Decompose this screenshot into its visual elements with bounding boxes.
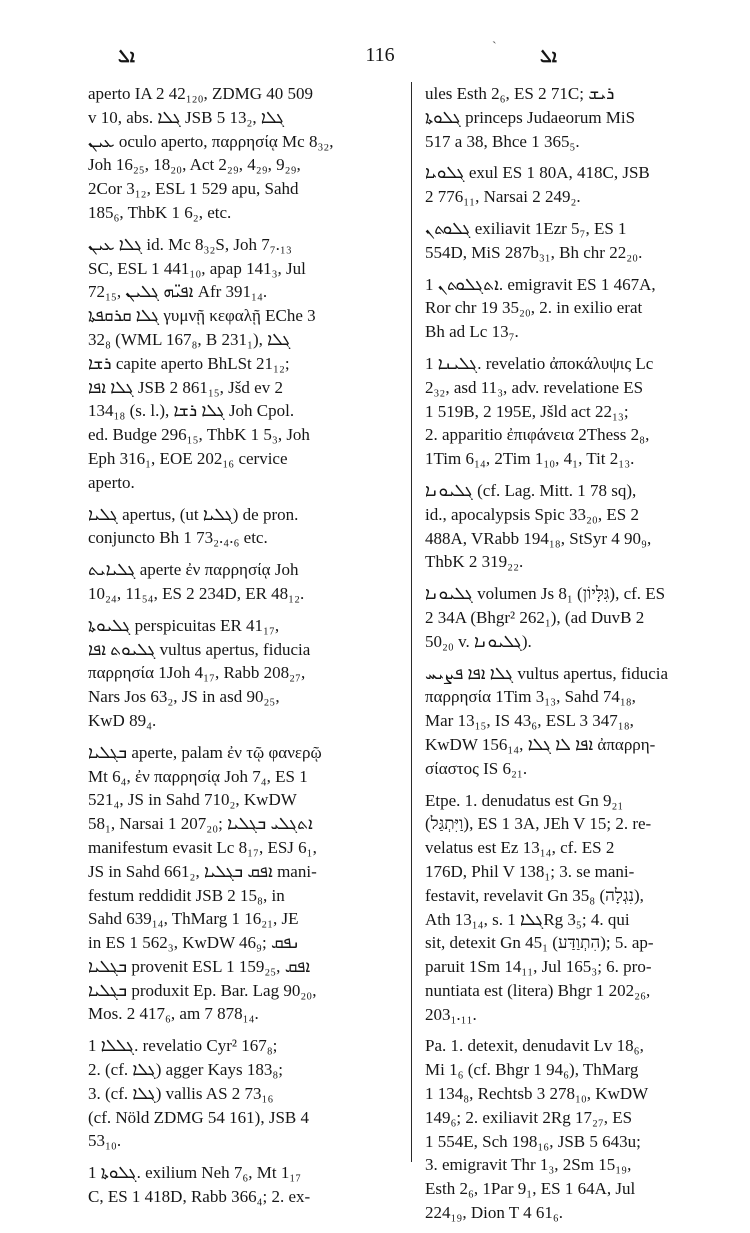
entry-line: Mt 6₄, ἐν παρρησίᾳ Joh 7₄, ES 1 bbox=[88, 766, 308, 786]
entry-line: 517 a 38, Bhce 1 365₅. bbox=[425, 131, 580, 151]
entry-line: (cf. Nöld ZDMG 54 161), JSB 4 bbox=[88, 1107, 309, 1127]
entry-line: 203₁.₁₁. bbox=[425, 1004, 477, 1024]
entry-line: Joh 16₂₅, 18₂₀, Act 2₂₉, 4₂₉, 9₂₉, bbox=[88, 155, 301, 175]
entry-line: σίαστος IS 6₂₁. bbox=[425, 758, 528, 778]
dictionary-entry bbox=[88, 82, 393, 225]
dictionary-entry bbox=[88, 614, 393, 733]
entry-line: SC, ESL 1 441₁₀, apap 141₃, Jul bbox=[88, 258, 306, 278]
entry-line: παρρησία 1Tim 3₁₃, Sahd 74₁₈, bbox=[425, 687, 636, 707]
entry-line: Esth 2₆, 1Par 9₁, ES 1 64A, Jul bbox=[425, 1179, 636, 1199]
running-head-right: ܐܠ bbox=[540, 46, 557, 67]
entry-line: ܐܬܓܠܘܬܢ 1. emigravit ES 1 467A, bbox=[425, 274, 656, 294]
entry-line: 488A, VRabb 194₁₈, StSyr 4 90₉, bbox=[425, 528, 652, 548]
entry-line: 1Tim 6₁₄, 2Tim 1₁₀, 4₁, Tit 2₁₃. bbox=[425, 449, 635, 469]
dictionary-entry bbox=[425, 161, 725, 209]
entry-line: KwD 89₄. bbox=[88, 710, 157, 730]
dictionary-entry bbox=[88, 741, 393, 1027]
entry-line: ܓܠܝܘܬܐ perspicuitas ER 41₁₇, bbox=[88, 615, 280, 635]
entry-line: (וַיִּתְגַּל), ES 1 3A, JEh V 15; 2. re- bbox=[425, 814, 652, 834]
entry-line: ܓܠܝܐ apertus, (ut ܓܠܝܐ) de pron. bbox=[88, 504, 299, 524]
entry-line: festum reddidit JSB 2 15₈, in bbox=[88, 885, 285, 905]
entry-line: 1 519B, 2 195E, Jšld act 22₁₃; bbox=[425, 401, 629, 421]
entry-line: ed. Budge 296₁₅, ThbK 1 5₃, Joh bbox=[88, 425, 310, 445]
entry-line: ܓܠܝܘܢܐ (cf. Lag. Mitt. 1 78 sq), bbox=[425, 480, 637, 500]
entry-line: ܓܠܝܢܐ 1. revelatio ἀποκάλυψις Lc bbox=[425, 353, 654, 373]
entry-line: 53₁₀. bbox=[88, 1131, 122, 1151]
entry-line: 1 134₈, Rechtsb 3 278₁₀, KwDW bbox=[425, 1084, 649, 1104]
entry-line: Sahd 639₁₄, ThMarg 1 16₂₁, JE bbox=[88, 909, 299, 929]
entry-line: 2 776₁₁, Narsai 2 249₂. bbox=[425, 187, 581, 207]
entry-line: 3. (cf. ܓܠܐ) vallis AS 2 73₁₆ bbox=[88, 1083, 274, 1103]
entry-line: ܓܠܐ ܐܦܐ JSB 2 861₁₅, Jšd ev 2 bbox=[88, 377, 283, 397]
entry-line: manifestum evasit Lc 8₁₇, ESJ 6₁, bbox=[88, 837, 317, 857]
entry-line: 2 34A (Bhgr² 262₁), (ad DuvB 2 bbox=[425, 607, 645, 627]
dictionary-entry bbox=[425, 217, 725, 265]
entry-line: aperto IA 2 42₁₂₀, ZDMG 40 509 bbox=[88, 84, 314, 103]
entry-line: Etpe. 1. denudatus est Gn 9₂₁ bbox=[425, 790, 624, 810]
dictionary-entry bbox=[425, 352, 725, 471]
dictionary-entry bbox=[425, 662, 725, 781]
dictionary-entry bbox=[425, 479, 725, 574]
entry-line: ܓܠܘܬܢ exiliavit 1Ezr 5₇, ES 1 bbox=[425, 218, 627, 238]
entry-line: 176D, Phil V 138₁; 3. se mani- bbox=[425, 861, 635, 881]
entry-line: Mi 1₆ (cf. Bhgr 1 94₆), ThMarg bbox=[425, 1060, 639, 1080]
entry-line: 2₃₂, asd 11₃, adv. revelatione ES bbox=[425, 377, 644, 397]
entry-line: Ror chr 19 35₂₀, 2. in exilio erat bbox=[425, 298, 643, 318]
entry-line: παρρησία 1Joh 4₁₇, Rabb 208₂₇, bbox=[88, 663, 306, 683]
entry-line: ules Esth 2₆, ES 2 71C; ܪܝܫ bbox=[425, 84, 615, 103]
entry-line: ܒܓܠܝܐ aperte, palam ἐν τῷ φανερῷ bbox=[88, 742, 322, 762]
entry-line: 1 554E, Sch 198₁₆, JSB 5 643u; bbox=[425, 1131, 641, 1151]
dictionary-entry bbox=[425, 1034, 725, 1224]
entry-line: ܓܠܘܬܐ princeps Judaeorum MiS bbox=[425, 107, 636, 127]
entry-line: 72₁₅, ܐܦܝ̈ܗ ܓܠܝܢ Afr 391₁₄. bbox=[88, 282, 268, 302]
entry-line: ܓܠܝܐܝܬ aperte ἐν παρρησίᾳ Joh bbox=[88, 560, 299, 580]
entry-line: Eph 316₁, EOE 202₁₆ cervice bbox=[88, 448, 288, 468]
entry-line: 2. (cf. ܓܠܐ) agger Kays 183₈; bbox=[88, 1060, 283, 1080]
entry-line: Ath 13₁₄, s. ܓܠܐ 1Rg 3₅; 4. qui bbox=[425, 909, 630, 929]
entry-line: conjuncto Bh 1 73₂.₄.₆ etc. bbox=[88, 528, 268, 548]
entry-line: Bh ad Lc 13₇. bbox=[425, 322, 519, 342]
dictionary-entry bbox=[88, 233, 393, 495]
entry-line: paruit 1Sm 14₁₁, Jul 165₃; 6. pro- bbox=[425, 957, 652, 977]
entry-line: 521₄, JS in Sahd 710₂, KwDW bbox=[88, 790, 297, 810]
entry-line: ܓܠܝܘܬ ܐܦܐ vultus apertus, fiducia bbox=[88, 639, 311, 659]
entry-line: in ES 1 562₃, KwDW 46₉; ܢܦܩ bbox=[88, 933, 301, 953]
entry-line: 32₈ (WML 167₈, B 231₁), ܓܠܐ bbox=[88, 329, 291, 349]
entry-line: 10₂₄, 11₅₄, ES 2 234D, ER 48₁₂. bbox=[88, 583, 305, 603]
entry-line: 2Cor 3₁₂, ESL 1 529 apu, Sahd bbox=[88, 179, 299, 199]
entry-line: ܓܠܘܬܐ 1. exilium Neh 7₆, Mt 1₁₇ bbox=[88, 1163, 302, 1183]
entry-line: v 10, abs. ܓܠܐ JSB 5 13₂, ܓܠܐ bbox=[88, 107, 285, 127]
entry-line: Mar 13₁₅, IS 43₆, ESL 3 347₁₈, bbox=[425, 711, 634, 731]
entry-line: ܒܓܠܝܐ produxit Ep. Bar. Lag 90₂₀, bbox=[88, 980, 317, 1000]
entry-line: C, ES 1 418D, Rabb 366₄; 2. ex- bbox=[88, 1187, 311, 1207]
entry-line: ܓܠܠܐ 1. revelatio Cyr² 167₈; bbox=[88, 1036, 278, 1056]
entry-line: ܥܝܢ oculo aperto, παρρησίᾳ Mc 8₃₂, bbox=[88, 131, 334, 151]
dictionary-entry bbox=[425, 582, 725, 653]
entry-line: 149₆; 2. exiliavit 2Rg 17₂₇, ES bbox=[425, 1107, 633, 1127]
dictionary-entry bbox=[425, 273, 725, 344]
entry-line: 554D, MiS 287b₃₁, Bh chr 22₂₀. bbox=[425, 242, 643, 262]
page-number: 116 bbox=[365, 44, 395, 66]
entry-line: JS in Sahd 661₂, ܐܦܩ ܒܓܠܝܐ mani- bbox=[88, 861, 317, 881]
column-divider bbox=[411, 82, 412, 1162]
entry-line: ܓܠܘܝܐ exul ES 1 80A, 418C, JSB bbox=[425, 163, 650, 183]
entry-line: Nars Jos 63₂, JS in asd 90₂₅, bbox=[88, 687, 280, 707]
dictionary-entry bbox=[88, 1161, 393, 1209]
entry-line: velatus est Ez 13₁₄, cf. ES 2 bbox=[425, 838, 615, 858]
entry-line: ܓܠܐ ܥܝܢ id. Mc 8₃₂S, Joh 7₇.₁₃ bbox=[88, 234, 292, 254]
entry-line: ܓܠܐ ܐܦܐ ܦܨܝܚ vultus apertus, fiducia bbox=[425, 663, 669, 683]
entry-line: 3. emigravit Thr 1₃, 2Sm 15₁₉, bbox=[425, 1155, 632, 1175]
entry-line: sit, detexit Gn 45₁ (הִתְוַדַּע); 5. ap- bbox=[425, 933, 654, 953]
entry-line: ܪܫܐ capite aperto BhLSt 21₁₂; bbox=[88, 353, 290, 373]
entry-line: nuntiata est (litera) Bhgr 1 202₂₆, bbox=[425, 980, 651, 1000]
entry-line: Mos. 2 417₆, am 7 878₁₄. bbox=[88, 1004, 259, 1024]
entry-line: 185₆, ThbK 1 6₂, etc. bbox=[88, 202, 232, 222]
left-column bbox=[88, 82, 393, 1217]
entry-line: Pa. 1. detexit, denudavit Lv 18₆, bbox=[425, 1036, 644, 1056]
entry-line: 50₂₀ v. ܓܠܝܘܢܐ). bbox=[425, 631, 532, 651]
entry-line: ܒܓܠܝܐ provenit ESL 1 159₂₅, ܐܦܩ bbox=[88, 956, 311, 976]
dictionary-entry bbox=[88, 503, 393, 551]
entry-line: ThbK 2 319₂₂. bbox=[425, 552, 524, 572]
entry-line: festavit, revelavit Gn 35₈ (נִגְלָה), bbox=[425, 885, 644, 905]
entry-line: 134₁₈ (s. l.), ܓܠܐ ܪܫܐ Joh Cpol. bbox=[88, 401, 295, 421]
running-head-left: ܐܠ bbox=[118, 46, 135, 67]
entry-line: ܓܠܝܘܢܐ volumen Js 8₁ (גִּלָּיוֹן), cf. ES bbox=[425, 584, 666, 604]
entry-line: KwDW 156₁₄, ܐܦܐ ܠܐ ܓܠܐ ἀπαρρη- bbox=[425, 734, 656, 754]
dictionary-entry bbox=[425, 82, 725, 153]
dictionary-entry bbox=[88, 1034, 393, 1153]
entry-line: 2. apparitio ἐπιφάνεια 2Thess 2₈, bbox=[425, 425, 650, 445]
entry-line: aperto. bbox=[88, 472, 135, 492]
right-column bbox=[425, 82, 725, 1233]
dictionary-entry bbox=[425, 789, 725, 1027]
header-tick-mark: ˋ bbox=[492, 40, 497, 55]
entry-line: 224₁₉, Dion T 4 61₆. bbox=[425, 1203, 564, 1223]
dictionary-entry bbox=[88, 558, 393, 606]
entry-line: id., apocalypsis Spic 33₂₀, ES 2 bbox=[425, 504, 639, 524]
entry-line: ܓܠܐ ܩܪܩܦܬܐ γυμνῇ κεφαλῇ EChe 3 bbox=[88, 306, 316, 326]
entry-line: 58₁, Narsai 1 207₂₀; ܐܬܓܠܝ ܒܓܠܝܐ bbox=[88, 814, 313, 834]
